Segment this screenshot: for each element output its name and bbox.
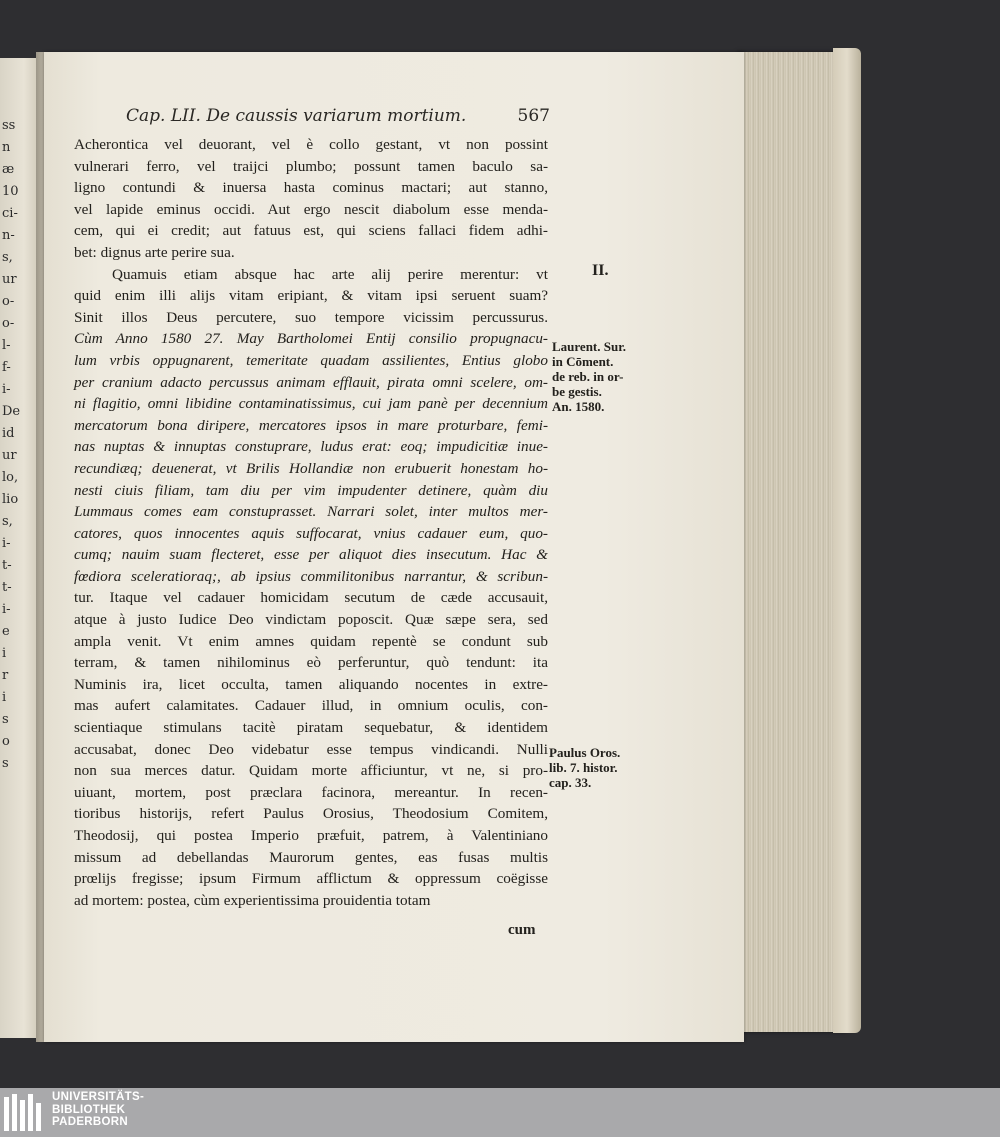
facing-page-fragment: 10 (2, 184, 19, 199)
margin-note-line: lib. 7. histor. (549, 760, 618, 775)
facing-page-fragment: i- (2, 536, 11, 551)
facing-page-fragment: ci- (2, 206, 18, 221)
text-line: cem, qui ei credit; aut fatuus est, qui sciens fallaci fidem adhi- (74, 222, 548, 240)
facing-page-fragment: s (2, 712, 9, 727)
text-line: atque à justo Iudice Deo vindictam poposcit. Quæ sæpe sera, sed (74, 611, 548, 629)
text-line: accusabat, donec Deo videbatur esse tempus vindicandi. Nulli (74, 740, 548, 758)
text-line: recundiæq; deuenerat, vt Brilis Hollandiæ non erubuerit honestam ho- (74, 459, 548, 477)
facing-page-fragment: r (2, 668, 9, 683)
facing-page-fragment: lio (2, 492, 19, 507)
page-number: 567 (517, 106, 550, 126)
text-line: Cùm Anno 1580 27. May Bartholomei Entij consilio propugnacu- (74, 330, 548, 348)
text-line: uiuant, mortem, post præclara facinora, mereantur. In recen- (74, 783, 548, 801)
facing-page-fragment: s (2, 756, 9, 771)
facing-page-fragment: lo, (2, 470, 19, 485)
library-name-line: UNIVERSITÄTS- (52, 1091, 145, 1103)
facing-page-fragment: i- (2, 382, 11, 397)
library-name-line: PADERBORN (52, 1116, 128, 1128)
facing-page-fragment: t- (2, 558, 12, 573)
section-number (592, 263, 608, 278)
facing-page-fragment: i (2, 646, 7, 661)
facing-page-fragment: f- (2, 360, 11, 375)
text-line: Acherontica vel deuorant, vel è collo gestant, vt non possint (74, 136, 548, 153)
text-line: Theodosij, qui postea Imperio præfuit, patrem, à Valentiniano (74, 827, 548, 844)
facing-page-fragment: e (2, 624, 10, 639)
text-line: terram, & tamen nihilominus eò perferuntur, quò tendunt: ita (74, 654, 548, 672)
text-line: cumq; nauim suam flecteret, esse per aliquot dies insecutum. Hac & (74, 546, 548, 564)
text-line: bet: dignus arte perire sua. (74, 243, 235, 261)
facing-page-fragment: o- (2, 294, 15, 309)
text-line: prœlijs fregisse; ipsum Firmum afflictum & oppressum coëgisse (74, 870, 548, 888)
text-line: tur. Itaque vel cadauer homicidam secutum de cæde accusauit, (74, 589, 548, 607)
library-logo-icon (4, 1094, 44, 1131)
text-line: scientiaque stimulans tacitè piratam sequebatur, & identidem (74, 719, 548, 737)
running-head (126, 106, 550, 126)
text-line: tioribus historijs, refert Paulus Orosius, Theodosium Comitem, (74, 805, 548, 823)
text-line: ad mortem: postea, cùm experientissima prouidentia totam (74, 891, 431, 909)
facing-page-fragment: ss (2, 118, 16, 133)
body-text (74, 134, 548, 911)
text-line: non sua merces datur. Quidam morte afficiuntur, vt ne, si pro- (74, 762, 548, 780)
text-line: vel lapide eminus occidi. Aut ergo nescit diabolum esse menda- (74, 200, 548, 218)
text-line: mercatorum bona diripere, mercatores ipsos in mare proturbare, femi- (74, 416, 548, 434)
facing-page-fragment: o (2, 734, 10, 749)
margin-note-line: de reb. in or- (552, 369, 624, 384)
margin-note-line: be gestis. (552, 384, 602, 399)
facing-page-fragment: ur (2, 448, 17, 463)
facing-page-fragment: id (2, 426, 15, 441)
text-line: vulnerari ferro, vel traijci plumbo; possunt tamen baculo sa- (74, 157, 548, 175)
facing-page-fragment: l- (2, 338, 11, 353)
facing-page-edge (0, 58, 40, 1038)
text-line: mas aufert calamitates. Cadauer illud, in omnium oculis, con- (74, 697, 548, 715)
margin-note-line: An. 1580. (552, 399, 605, 414)
text-line: fœdiora sceleratioraq;, ab ipsius commilitonibus narrantur, & scribun- (74, 567, 548, 585)
margin-note-line: Paulus Oros. (549, 745, 621, 760)
text-line: quid enim illi alijs vitam eripiant, & vitam ipsi seruent suam? (74, 287, 548, 305)
margin-note-line: Laurent. Sur. (552, 339, 627, 354)
margin-note-laurent (552, 339, 626, 414)
text-line: Lummaus comes eam constuprasset. Narrari solet, inter multos mer- (74, 503, 548, 521)
facing-page-fragment: n- (2, 228, 15, 243)
catchword: cum (508, 922, 536, 938)
page-edges (735, 52, 845, 1032)
library-name-line: BIBLIOTHEK (52, 1103, 126, 1116)
text-line: per cranium adacto percussus animam efflauit, pirata omni scelere, om- (74, 373, 548, 391)
margin-note-orosius (549, 745, 620, 790)
book-cover-edge (833, 48, 861, 1033)
margin-note-line: cap. 33. (549, 775, 592, 790)
facing-page-fragment: n (2, 140, 11, 155)
running-head-title: Cap. LII. De caussis variarum mortium. (126, 106, 467, 126)
facing-page-fragment: s, (2, 514, 13, 529)
facing-page-fragment: t- (2, 580, 12, 595)
text-line: catores, quos innocentes aquis suffocarat, vnius cadauer eum, quo- (74, 524, 548, 542)
text-line: ampla venit. Vt enim amnes quidam repentè se condunt sub (74, 632, 548, 650)
facing-page-fragment: i (2, 690, 7, 705)
text-line: lum vrbis oppugnarent, temeritate quadam assilientes, Entius globo (74, 351, 548, 369)
text-line: Quamuis etiam absque hac arte alij perire merentur: vt (112, 265, 548, 283)
section-number-label: II. (592, 262, 609, 279)
margin-note-line: in Cōment. (552, 354, 614, 369)
facing-page-fragment: i- (2, 602, 11, 617)
text-line: missum ad debellandas Maurorum gentes, eas fusas multis (74, 848, 548, 866)
text-line: Numinis ira, licet occulta, tamen aliquando nocentes in extre- (74, 675, 548, 693)
text-line: nas nuptas & innuptas constuprare, ludus erat: eoq; impudicitiæ inue- (74, 438, 548, 456)
facing-page-fragment: De (2, 404, 21, 419)
text-line: nesti ciuis filiam, tam diu per vim impudenter detinere, quàm diu (74, 481, 548, 499)
text-line: ni flagitio, omni libidine contaminatissimus, cui jam panè per decennium (74, 395, 548, 413)
text-line: Sinit illos Deus percutere, suo tempore vicissim percussurus. (74, 308, 548, 326)
facing-page-fragment: æ (2, 162, 15, 177)
facing-page-fragment: s, (2, 250, 13, 265)
text-line: ligno contundi & inuersa hasta cominus mactari; aut stanno, (74, 179, 548, 197)
library-footer (0, 1088, 1000, 1137)
facing-page-fragment: ur (2, 272, 17, 287)
facing-page-fragment: o- (2, 316, 15, 331)
library-name (52, 1091, 144, 1129)
